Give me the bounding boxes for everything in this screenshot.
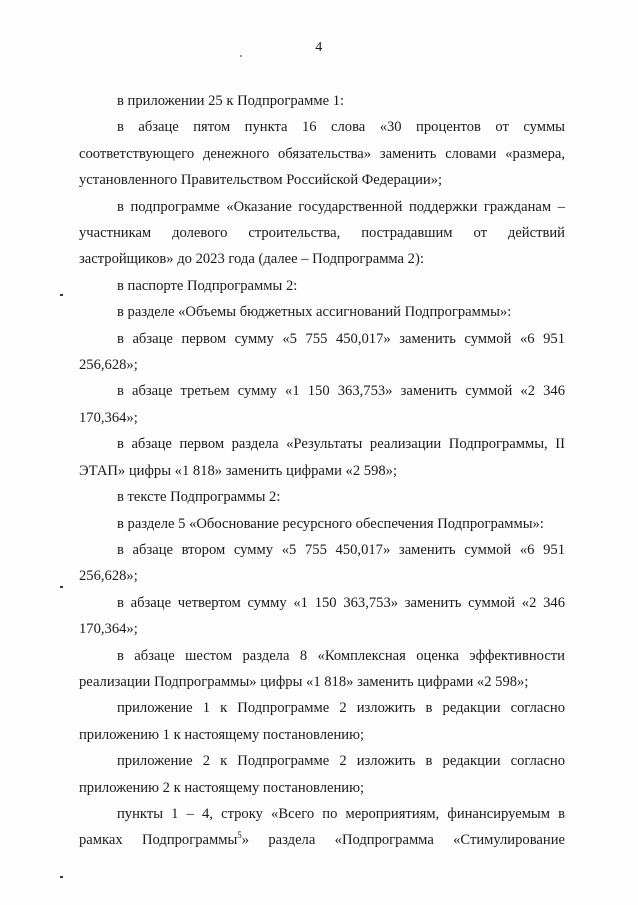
paragraph: в приложении 25 к Подпрограмме 1: <box>117 93 345 109</box>
paragraph: в абзаце четвертом сумму «1 150 363,753» заменить суммой «2 346 170,364»; <box>79 594 565 638</box>
paragraph-last <box>79 801 565 854</box>
paragraph-last-text: пункты 1 – 4, строку «Всего по мероприятиям, финансируемым в рамках Подпрограммы <box>79 805 565 849</box>
paragraph: в абзаце третьем сумму «1 150 363,753» заменить суммой «2 346 170,364»; <box>79 383 565 426</box>
paragraph: приложение 1 к Подпрограмме 2 изложить в редакции согласно приложению 1 к настоящему постановлению; <box>79 700 565 743</box>
paragraph: в абзаце шестом раздела 8 «Комплексная оценка эффективности реализации Подпрограммы» цифры «1 818» заменить цифрами «2 598»; <box>79 647 565 690</box>
paragraph: в абзаце первом сумму «5 755 450,017» заменить суммой «6 951 256,628»; <box>79 330 565 374</box>
page-number: 4 <box>315 40 323 55</box>
paragraph: в подпрограмме «Оказание государственной поддержки гражданам – участникам долевого строительства, пострадавшим от действий застройщиков» до 2023 года (далее – Подпрограмма 2): <box>79 198 565 268</box>
paragraph-last-text-end: » раздела «Подпрограмма «Стимулирование <box>241 832 565 849</box>
paragraph: в паспорте Подпрограммы 2: <box>117 277 298 294</box>
paragraph: в разделе «Объемы бюджетных ассигнований Подпрограммы»: <box>117 304 512 321</box>
document-body <box>79 88 565 854</box>
scan-mark <box>60 876 63 878</box>
paragraph: приложение 2 к Подпрограмме 2 изложить в редакции согласно приложению 2 к настоящему постановлению; <box>79 753 565 796</box>
paragraph: в абзаце втором сумму «5 755 450,017» заменить суммой «6 951 256,628»; <box>79 541 565 585</box>
footnote-marker: 5 <box>237 830 242 841</box>
paragraph: в разделе 5 «Обоснование ресурсного обеспечения Подпрограммы»: <box>117 515 544 532</box>
scan-mark <box>60 586 63 588</box>
scan-mark <box>60 294 63 296</box>
paragraph: в тексте Подпрограммы 2: <box>117 489 281 506</box>
paragraph: в абзаце пятом пункта 16 слова «30 процентов от суммы соответствующего денежного обязательства» заменить словами «размера, установленного Правительством Российской Федерации»; <box>79 119 565 189</box>
paragraph: в абзаце первом раздела «Результаты реализации Подпрограммы, II ЭТАП» цифры «1 818» заменить цифрами «2 598»; <box>79 436 565 479</box>
scan-speck <box>240 55 242 57</box>
